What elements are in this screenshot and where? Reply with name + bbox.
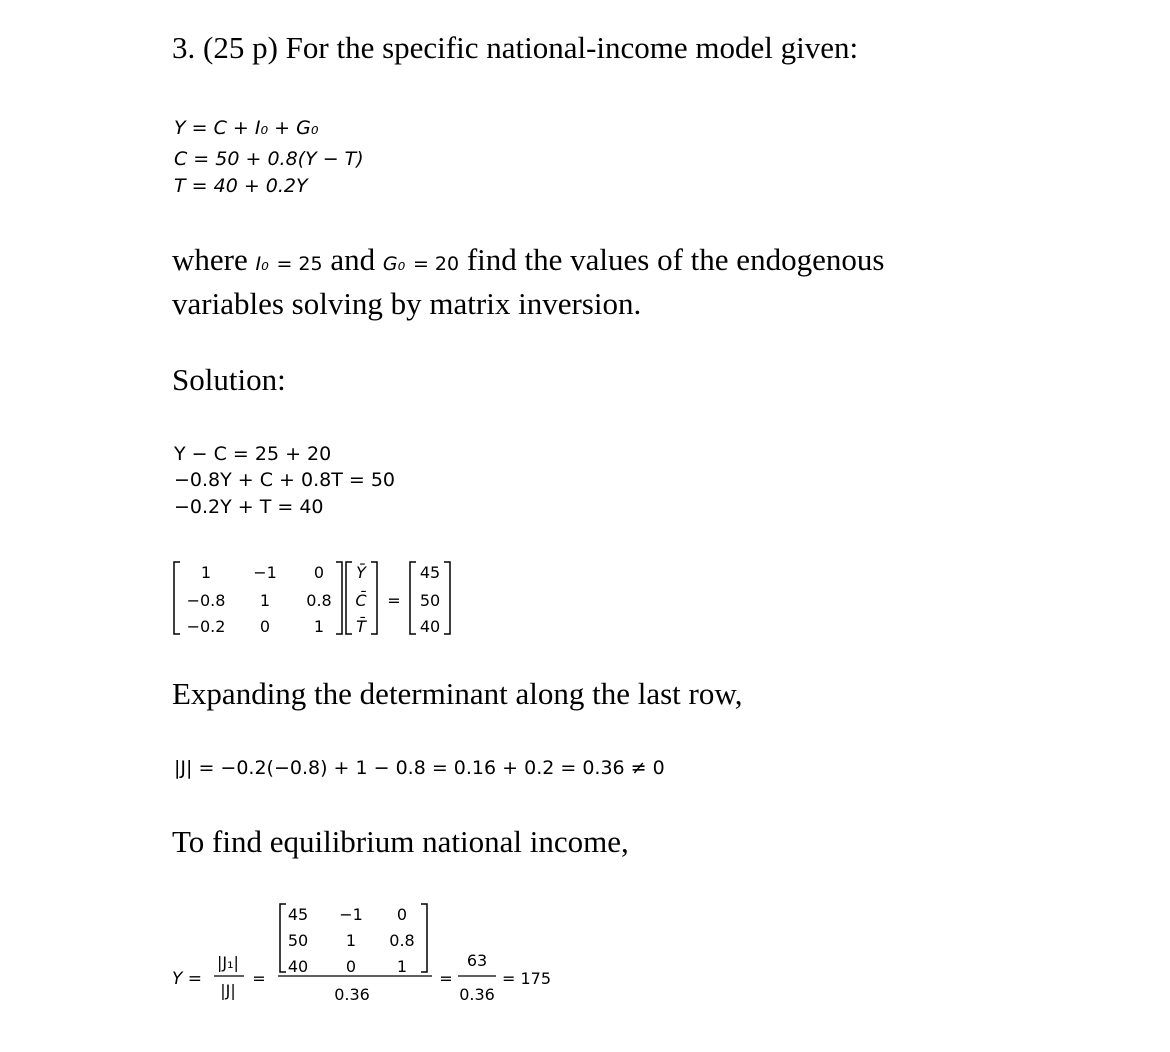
var-right-bracket [371, 562, 377, 634]
coef-cell: 1 [200, 563, 212, 582]
j1-cell: 50 [287, 931, 309, 950]
const-right-bracket [444, 562, 450, 634]
coef-cell: −0.8 [186, 591, 226, 610]
statement-rest-1: find the values of the endogenous [466, 242, 885, 277]
model-eq-2: C = 50 + 0.8(Y − T) [174, 148, 364, 170]
result-value: = 175 [502, 969, 552, 988]
io-symbol: I₀ [255, 253, 269, 275]
where-word: where [172, 242, 248, 277]
j1-denominator: 0.36 [334, 985, 370, 1004]
coef-right-bracket [336, 562, 342, 634]
coef-cell: 0 [259, 617, 271, 636]
system-eq-2: −0.8Y + C + 0.8T = 50 [174, 469, 396, 491]
equals-2: = [439, 969, 453, 988]
j1-cell: 1 [345, 931, 357, 950]
model-eq-1: Y = C + I₀ + G₀ [174, 117, 319, 139]
var-left-bracket [346, 562, 352, 634]
denominator-036: 0.36 [459, 985, 495, 1004]
solution-heading: Solution: [172, 362, 286, 397]
coef-cell: −1 [253, 563, 277, 582]
determinant-equation: |J| = −0.2(−0.8) + 1 − 0.8 = 0.16 + 0.2 = 0.36 ≠ 0 [174, 757, 665, 779]
equilibrium-text: To find equilibrium national income, [172, 824, 629, 859]
statement-rest-2: variables solving by matrix inversion. [172, 286, 642, 321]
system-eq-1: Y − C = 25 + 20 [174, 443, 332, 465]
coef-cell: 0 [313, 563, 325, 582]
io-value: = 25 [276, 253, 323, 275]
j1-cell: 40 [287, 957, 309, 976]
j1-cell: 0 [345, 957, 357, 976]
coef-cell: −0.2 [186, 617, 226, 636]
var-cell: C̄ [355, 591, 367, 610]
j1-cell: 1 [396, 957, 408, 976]
j1-cell: 45 [287, 905, 309, 924]
go-symbol: G₀ [382, 253, 406, 275]
var-cell: Ȳ [356, 563, 366, 582]
equals-1: = [252, 969, 266, 988]
coef-left-bracket [174, 562, 180, 634]
coef-cell: 0.8 [306, 591, 332, 610]
const-cell: 50 [419, 591, 441, 610]
y-label: Y = [172, 969, 203, 989]
const-cell: 40 [419, 617, 441, 636]
coef-cell: 1 [259, 591, 271, 610]
income-solution [168, 898, 588, 1014]
j1-cell: −1 [339, 905, 363, 924]
const-left-bracket [410, 562, 416, 634]
go-value: = 20 [412, 253, 460, 275]
problem-title: 3. (25 p) For the specific national-income model given: [172, 30, 859, 65]
var-cell: T̄ [356, 617, 366, 636]
coef-cell: 1 [313, 617, 325, 636]
expand-text: Expanding the determinant along the last row, [172, 676, 743, 711]
frac-numerator: |J₁| [217, 953, 239, 972]
j1-left-bracket [280, 904, 286, 972]
problem-statement [172, 240, 884, 324]
matrix-equation [168, 556, 468, 640]
j1-cell: 0.8 [389, 931, 415, 950]
matrix-equals: = [387, 591, 401, 610]
const-cell: 45 [419, 563, 441, 582]
model-eq-3: T = 40 + 0.2Y [174, 175, 308, 197]
frac-denominator: |J| [220, 981, 236, 1000]
and-word: and [330, 242, 376, 277]
j1-cell: 0 [396, 905, 408, 924]
numerator-63: 63 [466, 951, 488, 970]
j1-right-bracket [421, 904, 427, 972]
system-eq-3: −0.2Y + T = 40 [174, 496, 324, 518]
